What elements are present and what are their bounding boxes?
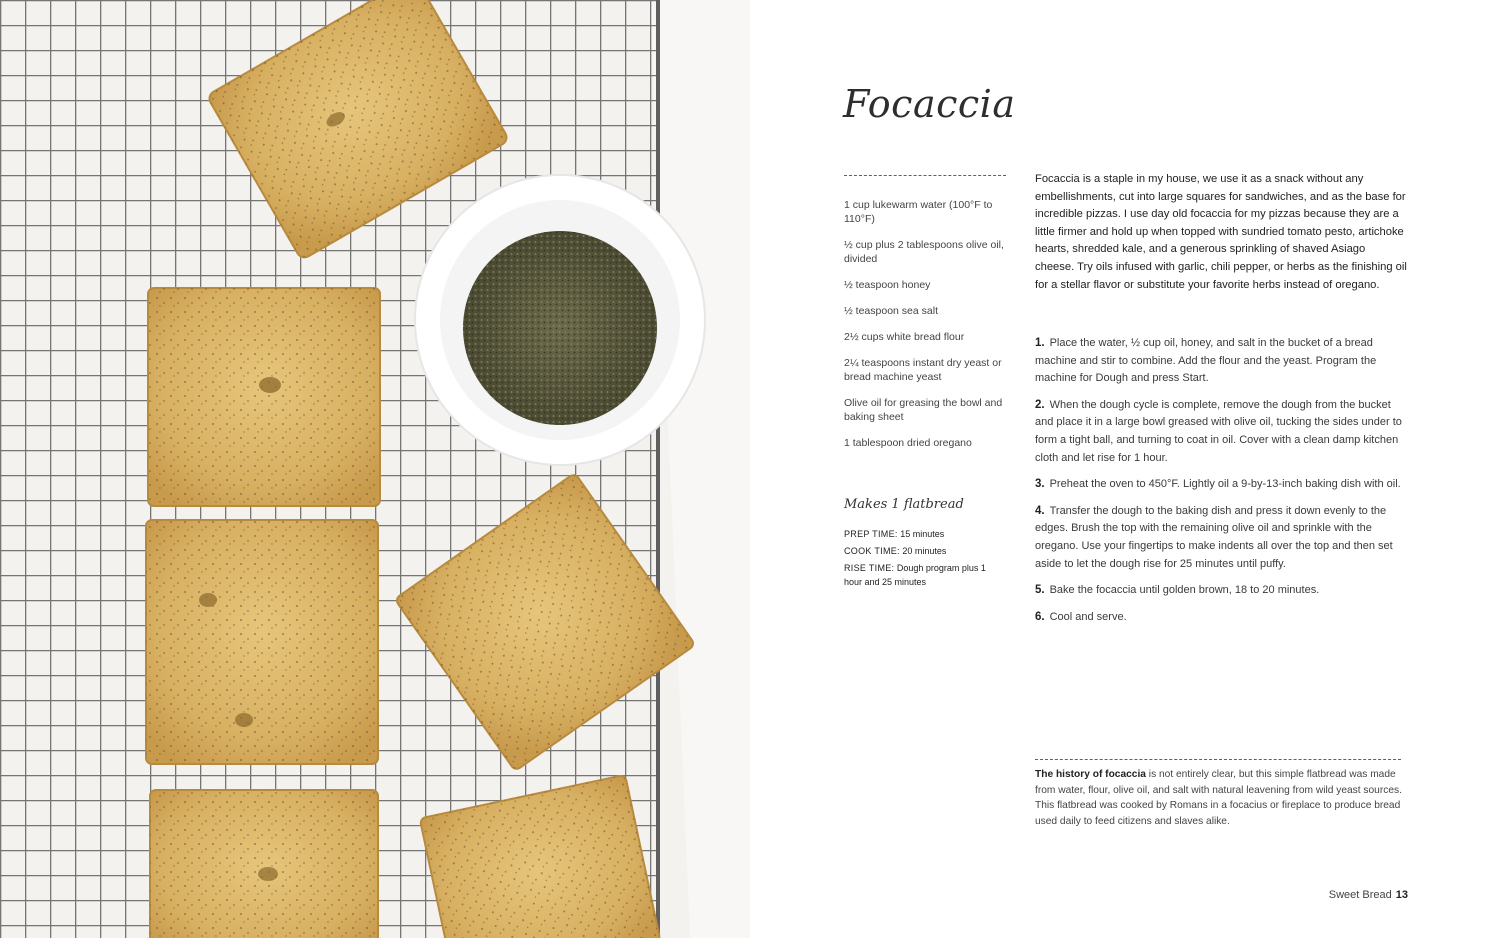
ingredients-divider (844, 175, 1006, 176)
step-number: 2. (1035, 398, 1045, 411)
cook-time (844, 545, 1004, 559)
step-text: Transfer the dough to the baking dish and press it down evenly to the edges. Brush the top with the remaining olive oil and sprinkle with the oregano. Use your fingertips to make indents all over the top and then set aside to let the dough rise for 25 minutes until puffy. (1035, 504, 1393, 570)
rise-time-value: Dough program plus 1 hour and 25 minutes (844, 563, 986, 587)
rise-time-label: RISE TIME: (844, 563, 895, 573)
ingredient-item: 2½ cups white bread flour (844, 331, 965, 343)
ingredient-item: ½ teaspoon sea salt (844, 305, 938, 317)
step-text: When the dough cycle is complete, remove the dough from the bucket and place it in a large bowl greased with olive oil, tucking the sides under to form a tight ball, and turning to coat in oil. Cover with a clean damp kitchen cloth and let rise for 1 hour. (1035, 398, 1402, 464)
prep-time (844, 528, 1004, 542)
ingredient-item: 2¼ teaspoons instant dry yeast or bread machine yeast (844, 357, 1002, 383)
step-text: Place the water, ½ cup oil, honey, and salt in the bucket of a bread machine and stir to combine. Add the flour and the yeast. Program the machine for Dough and press Start. (1035, 337, 1377, 385)
step-item (1035, 335, 1407, 388)
focaccia-piece-5 (150, 790, 378, 938)
prep-time-value: 15 minutes (900, 529, 945, 539)
ingredient-item: 1 cup lukewarm water (100°F to 110°F) (844, 199, 993, 225)
focaccia-piece-2 (148, 288, 380, 506)
history-note (1035, 767, 1407, 829)
step-text: Bake the focaccia until golden brown, 18 to 20 minutes. (1049, 584, 1320, 597)
history-lead: The history of focaccia (1035, 769, 1146, 780)
recipe-intro: Focaccia is a staple in my house, we use it as a snack without any embellishments, cut into large squares for sandwiches, and as the base for incredible pizzas. I use day old focaccia for my pizzas because they are a little firmer and hold up when topped with sundried tomato pesto, artichoke hearts, shredded kale, and a generous sprinkling of shaved Asiago cheese. Try oils infused with garlic, chili pepper, or herbs as the finishing oil for a stellar flavor or substitute your favorite herbs instead of oregano. (1035, 173, 1407, 291)
oregano-bowl (415, 175, 705, 465)
step-item (1035, 582, 1407, 600)
recipe-times (844, 528, 1004, 593)
step-text: Cool and serve. (1049, 610, 1127, 623)
step-item (1035, 476, 1407, 494)
history-divider (1035, 759, 1401, 760)
step-number: 4. (1035, 504, 1045, 517)
step-number: 3. (1035, 478, 1045, 491)
cook-time-value: 20 minutes (902, 546, 947, 556)
ingredient-item: 1 tablespoon dried oregano (844, 437, 972, 449)
step-item (1035, 609, 1407, 627)
ingredient-list (844, 198, 1009, 462)
step-item (1035, 397, 1407, 467)
step-number: 1. (1035, 337, 1045, 349)
focaccia-piece-3 (146, 520, 378, 764)
ingredient-item: ½ cup plus 2 tablespoons olive oil, divided (844, 239, 1004, 265)
ingredient-item: Olive oil for greasing the bowl and baking sheet (844, 397, 1003, 423)
history-text: is not entirely clear, but this simple flatbread was made from water, flour, olive oil, and salt with natural leavening from wild yeast sources. This flatbread was cooked by Romans in a focacius or fireplace to produce bread used daily to feed citizens and slaves alike. (1035, 769, 1402, 827)
step-list (1035, 335, 1407, 635)
step-item (1035, 503, 1407, 573)
page-footer (1329, 889, 1408, 901)
step-number: 5. (1035, 584, 1045, 597)
recipe-title: Focaccia (843, 82, 1016, 126)
step-text: Preheat the oven to 450°F. Lightly oil a 9-by-13-inch baking dish with oil. (1049, 478, 1401, 491)
step-number: 6. (1035, 610, 1045, 623)
page-number: 13 (1395, 889, 1408, 901)
prep-time-label: PREP TIME: (844, 529, 898, 539)
section-name: Sweet Bread (1328, 889, 1392, 901)
ingredient-item: ½ teaspoon honey (844, 279, 931, 291)
rise-time (844, 562, 1004, 589)
recipe-yield: Makes 1 flatbread (844, 497, 964, 512)
cook-time-label: COOK TIME: (844, 546, 900, 556)
